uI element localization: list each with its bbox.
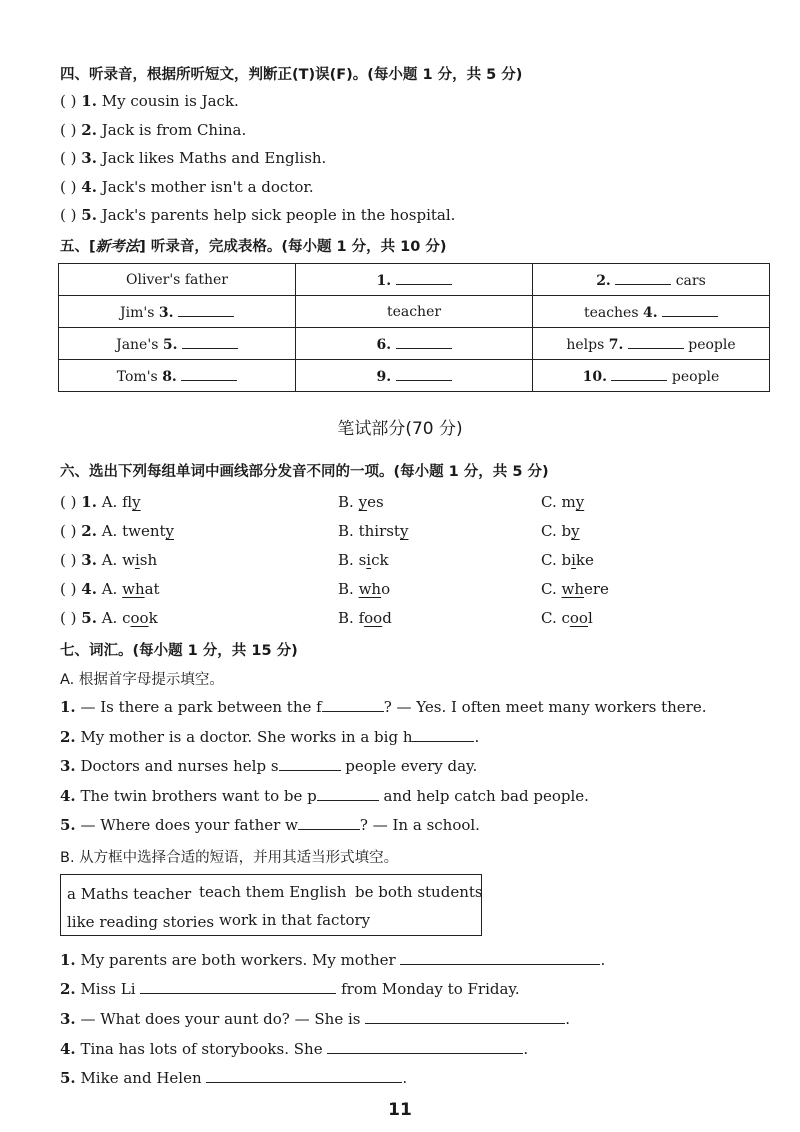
- answer-blank[interactable]: [206, 1069, 402, 1083]
- part7-a-item-4: 4. The twin brothers want to be p and help catch bad people.: [60, 787, 589, 805]
- question-text: My cousin is Jack.: [101, 92, 239, 110]
- answer-paren[interactable]: ( ): [60, 121, 77, 139]
- part4-heading: 四、听录音，根据所听短文，判断正(T)误(F)。(每小题 1 分，共 5 分): [60, 67, 523, 83]
- answer-paren[interactable]: ( ): [60, 551, 77, 569]
- answer-paren[interactable]: ( ): [60, 149, 77, 167]
- answer-blank[interactable]: [279, 757, 341, 771]
- answer-blank[interactable]: [317, 787, 379, 801]
- answer-blank: [182, 335, 238, 349]
- part7-a-item-5: 5. — Where does your father w ? — In a school.: [60, 816, 480, 834]
- part7-b-item-1: 1. My parents are both workers. My mother .: [60, 951, 606, 969]
- word-a: twenty: [122, 522, 175, 540]
- part4-item-4: [60, 178, 314, 196]
- part7-sub-b: B. 从方框中选择合适的短语，并用其适当形式填空。: [60, 850, 399, 866]
- table-row: [59, 296, 770, 328]
- page-number: 11: [388, 1100, 412, 1120]
- new-method-tag: 新考法: [95, 239, 140, 255]
- answer-paren[interactable]: ( ): [60, 493, 77, 511]
- table-row: [59, 328, 770, 360]
- word-a: fly: [122, 493, 141, 511]
- table-cell[interactable]: Tom's 8.: [59, 360, 296, 392]
- part6-item-4-c: C. where: [541, 580, 609, 598]
- part6-item-5-b: B. food: [338, 609, 392, 627]
- answer-blank: [615, 271, 671, 285]
- phrase-1: a Maths teacher: [67, 885, 192, 903]
- answer-paren[interactable]: ( ): [60, 178, 77, 196]
- question-number: 2.: [81, 121, 97, 139]
- answer-paren[interactable]: ( ): [60, 522, 77, 540]
- part4-item-1: [60, 92, 239, 110]
- answer-blank[interactable]: [298, 816, 360, 830]
- answer-blank[interactable]: [140, 980, 336, 994]
- question-text: Jack's mother isn't a doctor.: [101, 178, 314, 196]
- question-text: Jack is from China.: [101, 121, 247, 139]
- answer-blank: [178, 303, 234, 317]
- listening-table: [58, 263, 770, 392]
- part7-heading: 七、词汇。(每小题 1 分，共 15 分): [60, 643, 298, 659]
- answer-blank: [396, 367, 452, 381]
- part6-item-5: ( ) 5. A. cook: [60, 609, 158, 627]
- part7-a-item-2: 2. My mother is a doctor. She works in a big h .: [60, 728, 480, 746]
- part6-item-2-b: B. thirsty: [338, 522, 409, 540]
- phrase-4: like reading stories: [67, 913, 215, 931]
- answer-blank: [181, 367, 237, 381]
- answer-blank: [662, 303, 718, 317]
- table-cell[interactable]: 9.: [296, 360, 533, 392]
- answer-blank: [396, 335, 452, 349]
- phrase-5: work in that factory: [219, 911, 371, 929]
- table-row: [59, 264, 770, 296]
- part6-item-3-b: B. sick: [338, 551, 389, 569]
- phrase-3: be both students: [355, 883, 483, 901]
- answer-blank: [628, 335, 684, 349]
- part6-item-2: ( ) 2. A. twenty: [60, 522, 175, 540]
- part6-item-5-c: C. cool: [541, 609, 593, 627]
- part6-item-2-c: C. by: [541, 522, 580, 540]
- question-text: Jack's parents help sick people in the hospital.: [101, 206, 456, 224]
- question-number: 3.: [81, 149, 97, 167]
- table-cell[interactable]: Jim's 3.: [59, 296, 296, 328]
- part6-item-4-b: B. who: [338, 580, 391, 598]
- table-cell: Oliver's father: [59, 264, 296, 296]
- written-section-title: 笔试部分(70 分): [337, 419, 463, 439]
- question-number: 4.: [81, 178, 97, 196]
- table-cell[interactable]: 10. people: [533, 360, 770, 392]
- table-cell: teacher: [296, 296, 533, 328]
- answer-blank: [396, 271, 452, 285]
- question-number: 5.: [81, 206, 97, 224]
- part6-item-4: ( ) 4. A. what: [60, 580, 160, 598]
- word-a: wish: [122, 551, 158, 569]
- part7-a-item-3: 3. Doctors and nurses help s people every day.: [60, 757, 478, 775]
- table-cell[interactable]: teaches 4.: [533, 296, 770, 328]
- part7-b-item-5: 5. Mike and Helen .: [60, 1069, 408, 1087]
- answer-paren[interactable]: ( ): [60, 206, 77, 224]
- part7-sub-a: A. 根据首字母提示填空。: [60, 672, 224, 688]
- answer-blank: [611, 367, 667, 381]
- part6-heading: 六、选出下列每组单词中画线部分发音不同的一项。(每小题 1 分，共 5 分): [60, 464, 549, 480]
- question-number: 1.: [81, 92, 97, 110]
- table-cell[interactable]: 6.: [296, 328, 533, 360]
- answer-blank[interactable]: [412, 728, 474, 742]
- word-a: what: [122, 580, 160, 598]
- question-text: Jack likes Maths and English.: [101, 149, 327, 167]
- part6-item-1-c: C. my: [541, 493, 585, 511]
- part4-item-3: [60, 149, 326, 167]
- part7-b-item-2: 2. Miss Li from Monday to Friday.: [60, 980, 520, 998]
- answer-blank[interactable]: [327, 1040, 523, 1054]
- table-cell[interactable]: 1.: [296, 264, 533, 296]
- part4-item-5: [60, 206, 455, 224]
- phrase-box: [60, 874, 482, 936]
- table-cell[interactable]: 2. cars: [533, 264, 770, 296]
- part5-heading: 五、[新考法] 听录音，完成表格。(每小题 1 分，共 10 分): [60, 239, 447, 255]
- part7-b-item-4: 4. Tina has lots of storybooks. She .: [60, 1040, 529, 1058]
- part6-item-1: ( ) 1. A. fly: [60, 493, 141, 511]
- part6-item-1-b: B. yes: [338, 493, 384, 511]
- word-a: cook: [122, 609, 158, 627]
- answer-paren[interactable]: ( ): [60, 609, 77, 627]
- part6-item-3-c: C. bike: [541, 551, 594, 569]
- answer-blank[interactable]: [322, 698, 384, 712]
- answer-paren[interactable]: ( ): [60, 92, 77, 110]
- table-row: [59, 360, 770, 392]
- table-cell[interactable]: helps 7. people: [533, 328, 770, 360]
- part4-item-2: [60, 121, 246, 139]
- answer-blank[interactable]: [365, 1010, 565, 1024]
- phrase-2: teach them English: [199, 883, 347, 901]
- answer-paren[interactable]: ( ): [60, 580, 77, 598]
- table-cell[interactable]: Jane's 5.: [59, 328, 296, 360]
- part7-b-item-3: 3. — What does your aunt do? — She is .: [60, 1010, 571, 1028]
- answer-blank[interactable]: [400, 951, 600, 965]
- part6-item-3: ( ) 3. A. wish: [60, 551, 158, 569]
- part7-a-item-1: 1. — Is there a park between the f ? — Yes. I often meet many workers there.: [60, 698, 707, 716]
